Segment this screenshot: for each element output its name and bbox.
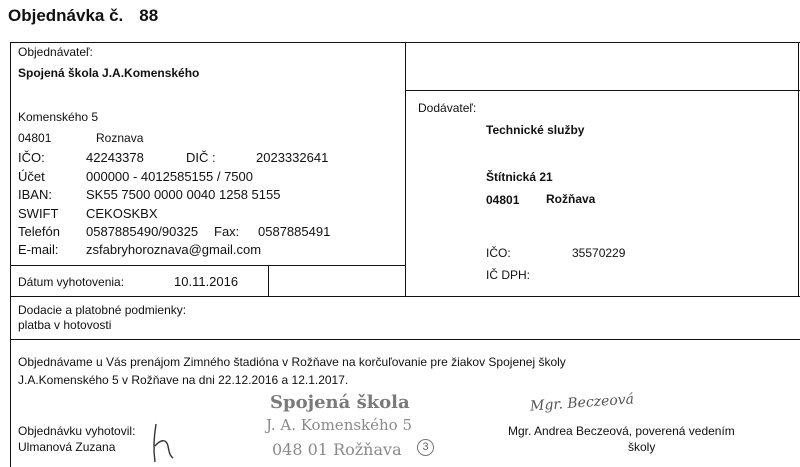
supplier-city: Rožňava (546, 192, 596, 206)
buyer-email: zsfabryhoroznava@gmail.com (86, 242, 262, 257)
buyer-swift: CEKOSKBX (86, 206, 158, 221)
buyer-swift-label: SWIFT (18, 206, 59, 221)
date-label: Dátum vyhotovenia: (18, 275, 125, 289)
order-text-line-2: J.A.Komenského 5 v Rožňave na dni 22.12.2016 a 12.1.2017. (18, 373, 349, 387)
approver-line-2: školy (628, 440, 656, 454)
buyer-dic-label: DIČ : (186, 150, 216, 165)
supplier-name: Technické služby (486, 123, 585, 137)
date-row-top (10, 265, 406, 266)
buyer-ico-label: IČO: (18, 150, 45, 165)
supplier-street: Štítnická 21 (486, 170, 553, 184)
buyer-city: Roznava (96, 131, 144, 145)
order-text-line-1: Objednávame u Vás prenájom Zimného štadióna v Rožňave na korčuľovanie pre žiakov Spojenej školy (18, 355, 566, 369)
buyer-zip: 04801 (18, 131, 52, 145)
frame-left (10, 42, 11, 467)
buyer-label: Objednávateľ: (18, 45, 93, 59)
buyer-street: Komenského 5 (18, 110, 99, 124)
supplier-box-right (798, 42, 799, 296)
buyer-email-label: E-mail: (18, 242, 59, 257)
buyer-account: 000000 - 4012585155 / 7500 (86, 169, 253, 184)
approver-signature: Mgr. Beczeová (529, 391, 635, 415)
buyer-account-label: Účet (18, 169, 45, 184)
stamp-number-mark (417, 439, 434, 456)
buyer-iban: SK55 7500 0000 0040 1258 5155 (86, 187, 281, 202)
order-title (8, 6, 158, 26)
buyer-phone-label: Telefón (18, 224, 60, 239)
order-title-label: Objednávka č. (8, 6, 124, 25)
prepared-by-name: Ulmanová Zuzana (18, 440, 116, 454)
order-box-top (10, 339, 800, 340)
stamp-number-text: 3 (422, 441, 429, 453)
supplier-ico-label: IČO: (486, 246, 511, 260)
terms-box-top (10, 296, 800, 297)
buyer-dic: 2023332641 (256, 150, 329, 165)
buyer-fax: 0587885491 (258, 224, 331, 239)
buyer-iban-label: IBAN: (18, 187, 52, 202)
supplier-box-top (405, 90, 800, 91)
stamp-line-1: Spojená škola (270, 392, 410, 413)
date-value: 10.11.2016 (174, 274, 239, 289)
buyer-name: Spojená škola J.A.Komenského (18, 66, 200, 80)
approver-line-1: Mgr. Andrea Beczeová, poverená vedením (508, 424, 735, 438)
prepared-by-label: Objednávku vyhotovil: (18, 424, 136, 438)
buyer-phone: 0587885490/90325 (86, 224, 199, 239)
supplier-zip: 04801 (486, 193, 520, 207)
stamp-line-3: 048 01 Rožňava (272, 440, 402, 459)
terms-value: platba v hotovosti (18, 318, 112, 332)
handwritten-initial-icon (146, 416, 186, 466)
order-number: 88 (139, 6, 159, 25)
supplier-icdph-label: IČ DPH: (486, 268, 531, 282)
terms-label: Dodacie a platobné podmienky: (18, 303, 187, 317)
supplier-ico: 35570229 (572, 246, 626, 260)
date-row-divider (268, 265, 269, 296)
supplier-label: Dodávateľ: (418, 101, 477, 115)
buyer-fax-label: Fax: (214, 224, 240, 239)
stamp-line-2: J. A. Komenského 5 (266, 416, 413, 434)
buyer-box-right (405, 42, 406, 296)
buyer-ico: 42243378 (86, 150, 144, 165)
